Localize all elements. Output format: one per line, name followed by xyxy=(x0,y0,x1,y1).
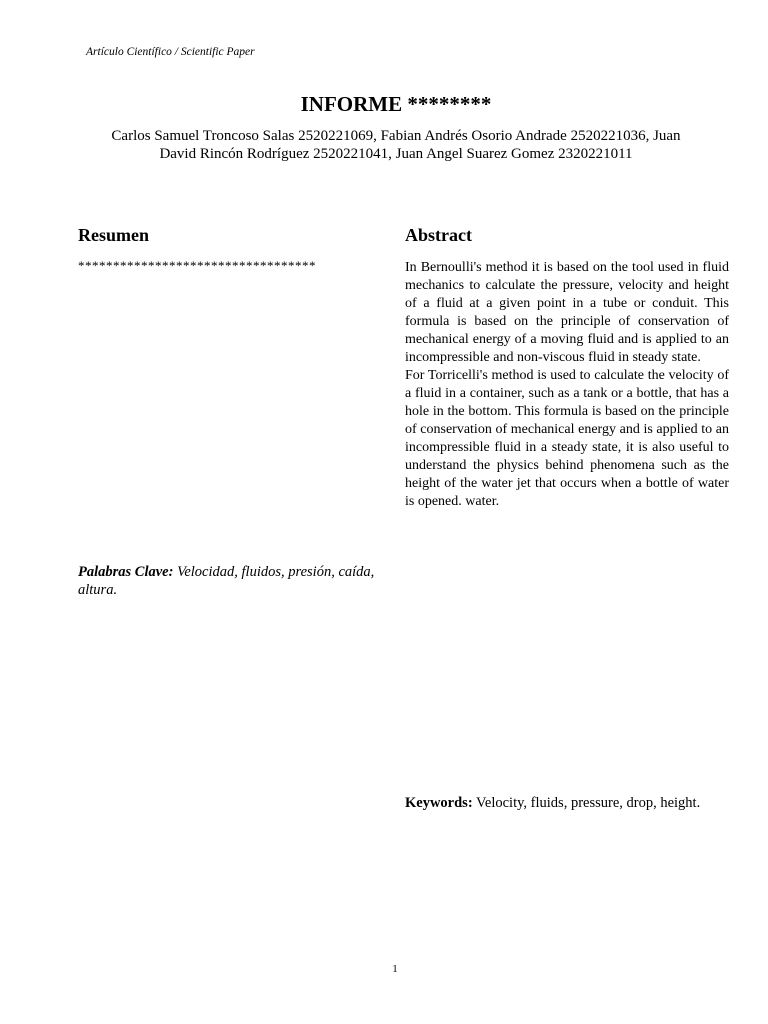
page-number: 1 xyxy=(392,963,398,975)
keywords xyxy=(405,794,745,812)
palabras-clave xyxy=(78,563,394,599)
abstract-paragraph-1: In Bernoulli's method it is based on the tool used in fluid mechanics to calculate the pressure, velocity and height of a fluid at a given point in a tube or conduit. This formula is based on the principle of conservation of mechanical energy of a moving fluid and is applied to an incompressible and non-viscous fluid in steady state. xyxy=(405,260,729,365)
keywords-label: Keywords: xyxy=(405,795,473,811)
running-header: Artículo Científico / Scientific Paper xyxy=(86,46,255,58)
palabras-clave-label: Palabras Clave: xyxy=(78,564,174,580)
resumen-body: ********************************** xyxy=(78,258,316,273)
resumen-heading: Resumen xyxy=(78,225,149,245)
abstract-paragraph-2: For Torricelli's method is used to calculate the velocity of a fluid in a container, such as a tank or a bottle, that has a hole in the bottom. This formula is based on the principle of conservation of mechanical energy and is applied to an incompressible fluid in a steady state, it is also useful to understand the physics behind phenomena such as the height of the water jet that occurs when a bottle of water is opened. water. xyxy=(405,368,729,509)
keywords-text: Velocity, fluids, pressure, drop, height. xyxy=(472,795,701,811)
paper-title: INFORME ******** xyxy=(300,92,492,116)
palabras-clave-text: Velocidad, fluidos, presión, caída, altura. xyxy=(78,564,375,598)
abstract-body xyxy=(405,259,729,511)
abstract-heading: Abstract xyxy=(405,225,472,245)
author-list: Carlos Samuel Troncoso Salas 2520221069, Fabian Andrés Osorio Andrade 2520221036, Juan David Rincón Rodríguez 2520221041, Juan Angel Suarez Gomez 2320221011 xyxy=(111,128,681,162)
